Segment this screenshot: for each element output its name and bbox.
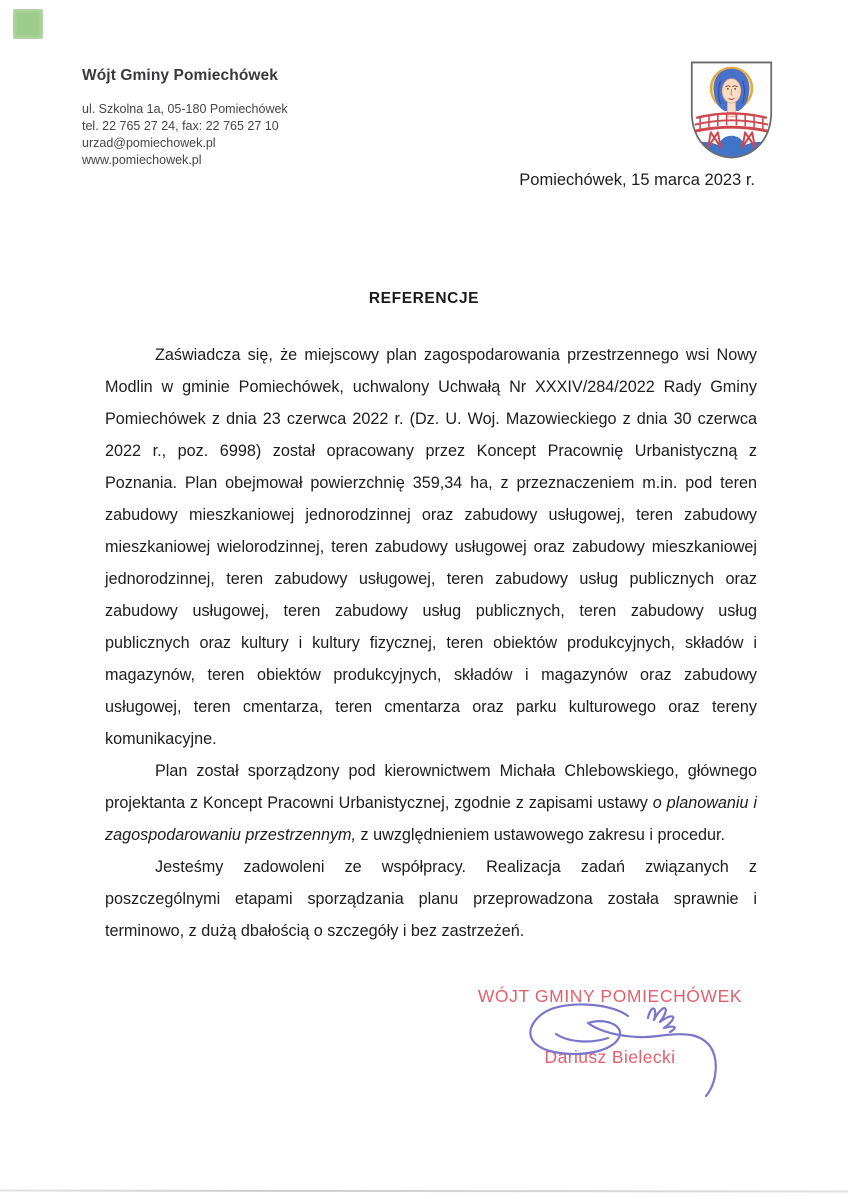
green-sticker-note [13,9,43,39]
scanner-edge-line [0,1190,848,1193]
letter-body [105,339,757,947]
sender-contact-block [82,101,288,169]
paragraph-2-tail: z uwzględnieniem ustawowego zakresu i procedur. [356,826,725,844]
sender-phone-fax: tel. 22 765 27 24, fax: 22 765 27 10 [82,119,279,133]
stamp-office-title: WÓJT GMINY POMIECHÓWEK [477,986,743,1006]
document-title: REFERENCJE [368,290,480,307]
sender-name: Wójt Gminy Pomiechówek [82,67,278,84]
stamp-person-name: Dariusz Bielecki [544,1047,676,1067]
paragraph-3: Jesteśmy zadowoleni ze współpracy. Realizacja zadań związanych z poszczególnymi etapami sporządzania planu przeprowadzona została sprawnie i terminowo, z dużą dbałością o szczegóły i bez zastrzeżeń. [105,858,757,940]
sender-address: ul. Szkolna 1a, 05-180 Pomiechówek [82,102,288,116]
paragraph-2-act-title: o planowaniu i zagospodarowaniu przestrzennym, [105,794,757,844]
paragraph-1: Zaświadcza się, że miejscowy plan zagospodarowania przestrzennego wsi Nowy Modlin w gminie Pomiechówek, uchwalony Uchwałą Nr XXXIV/284/2022 Rady Gminy Pomiechówek z dnia 23 czerwca 2022 r. (Dz. U. Woj. Mazowieckiego z dnia 30 czerwca 2022 r., poz. 6998) został opracowany przez Koncept Pracownię Urbanistyczną z Poznania. Plan obejmował powierzchnię 359,34 ha, z przeznaczeniem m.in. pod teren zabudowy mieszkaniowej jednorodzinnej oraz zabudowy usługowej, teren zabudowy mieszkaniowej wielorodzinnej, teren zabudowy usługowej oraz zabudowy mieszkaniowej jednorodzinnej, teren zabudowy usługowej, teren zabudowy usług publicznych oraz zabudowy usługowej, teren zabudowy usług publicznych, teren zabudowy usług publicznych oraz kultury i kultury fizycznej, teren obiektów produkcyjnych, składów i magazynów, teren obiektów produkcyjnych, składów i magazynów oraz zabudowy usługowej, teren cmentarza, teren cmentarza oraz parku kulturowego oraz tereny komunikacyjne. [105,346,757,748]
sender-email: urzad@pomiechowek.pl [82,136,216,150]
coat-of-arms-icon [688,59,775,161]
paragraph-2 [105,755,757,851]
sender-website: www.pomiechowek.pl [82,153,202,167]
letterhead [82,67,288,169]
dateline: Pomiechówek, 15 marca 2023 r. [519,171,755,189]
paragraph-2-lead: Plan został sporządzony pod kierownictwem Michała Chlebowskiego, głównego projektanta z Koncept Pracowni Urbanistycznej, zgodnie z zapisami ustawy [105,762,757,812]
